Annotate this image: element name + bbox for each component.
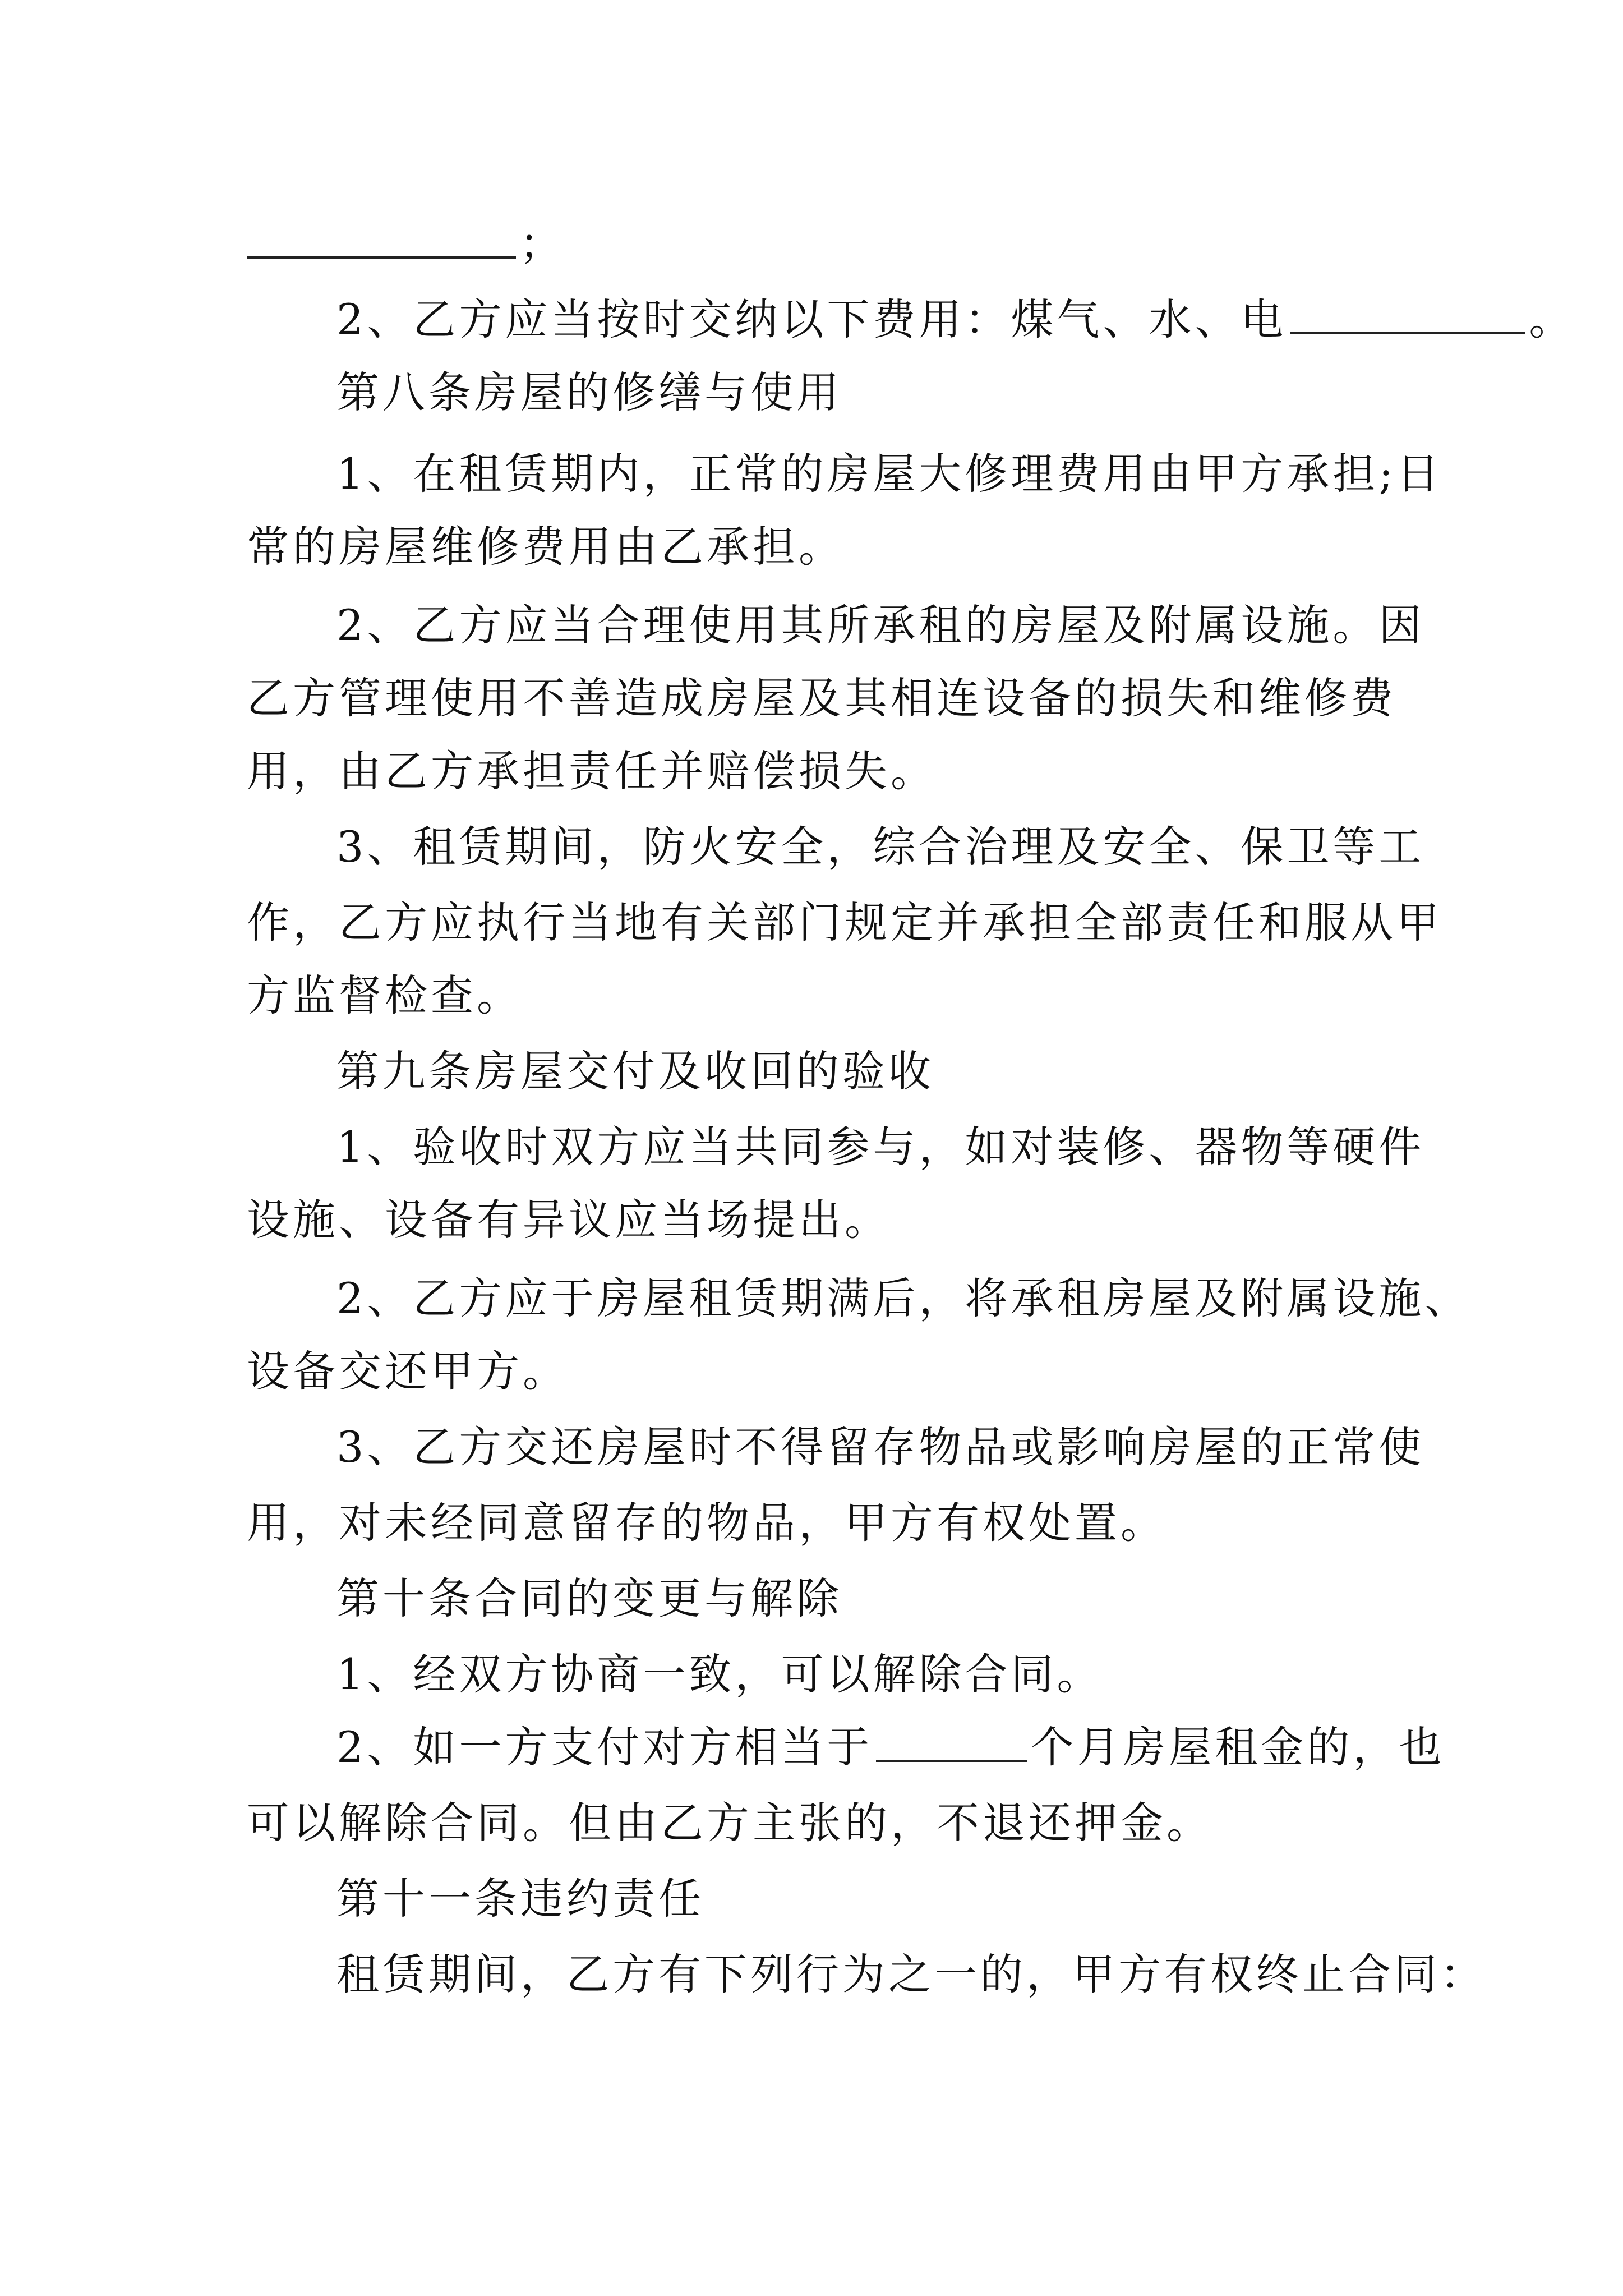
blank-underline <box>876 1727 1027 1762</box>
text-termination-a: 2、如一方支付对方相当于 <box>336 1722 873 1772</box>
paragraph-line: 用，对未经同意留存的物品，甲方有权处置。 <box>247 1498 1166 1548</box>
blank-underline <box>1290 299 1525 334</box>
paragraph-line: 乙方管理使用不善造成房屋及其相连设备的损失和维修费 <box>247 673 1396 723</box>
text-utilities: 2、乙方应当按时交纳以下费用：煤气、水、电 <box>336 295 1287 344</box>
text-semicolon: ； <box>519 219 565 269</box>
paragraph-line: 设备交还甲方。 <box>247 1346 569 1396</box>
paragraph-line: 常的房屋维修费用由乙承担。 <box>247 522 845 572</box>
paragraph-line: 1、在租赁期内，正常的房屋大修理费用由甲方承担;日 <box>336 449 1442 499</box>
paragraph-line: 3、乙方交还房屋时不得留存物品或影响房屋的正常使 <box>336 1422 1425 1472</box>
heading-article-8: 第八条房屋的修缮与使用 <box>336 367 842 417</box>
text-period: 。 <box>1529 295 1575 344</box>
line-termination-fee <box>336 1719 1445 1775</box>
paragraph-line: 方监督检查。 <box>247 970 523 1020</box>
paragraph-line: 2、乙方应于房屋租赁期满后，将承租房屋及附属设施、 <box>336 1273 1471 1323</box>
heading-article-11: 第十一条违约责任 <box>336 1874 704 1924</box>
paragraph-line: 可以解除合同。但由乙方主张的，不退还押金。 <box>247 1798 1212 1848</box>
paragraph-line: 1、验收时双方应当共同参与，如对装修、器物等硬件 <box>336 1122 1425 1172</box>
heading-article-9: 第九条房屋交付及收回的验收 <box>336 1046 934 1096</box>
line-blank-fee <box>247 216 565 272</box>
paragraph-line: 作，乙方应执行当地有关部门规定并承担全部责任和服从甲 <box>247 898 1442 947</box>
heading-article-10: 第十条合同的变更与解除 <box>336 1573 842 1623</box>
line-utilities <box>336 292 1575 348</box>
blank-underline <box>247 223 516 259</box>
paragraph-line: 用，由乙方承担责任并赔偿损失。 <box>247 746 937 796</box>
paragraph-line: 2、乙方应当合理使用其所承租的房屋及附属设施。因 <box>336 600 1425 650</box>
paragraph-line: 设施、设备有异议应当场提出。 <box>247 1195 891 1245</box>
paragraph-line: 租赁期间，乙方有下列行为之一的，甲方有权终止合同： <box>336 1949 1486 1999</box>
paragraph-line: 3、租赁期间，防火安全，综合治理及安全、保卫等工 <box>336 822 1425 872</box>
paragraph-line: 1、经双方协商一致，可以解除合同。 <box>336 1649 1103 1699</box>
text-termination-b: 个月房屋租金的，也 <box>1031 1722 1445 1772</box>
